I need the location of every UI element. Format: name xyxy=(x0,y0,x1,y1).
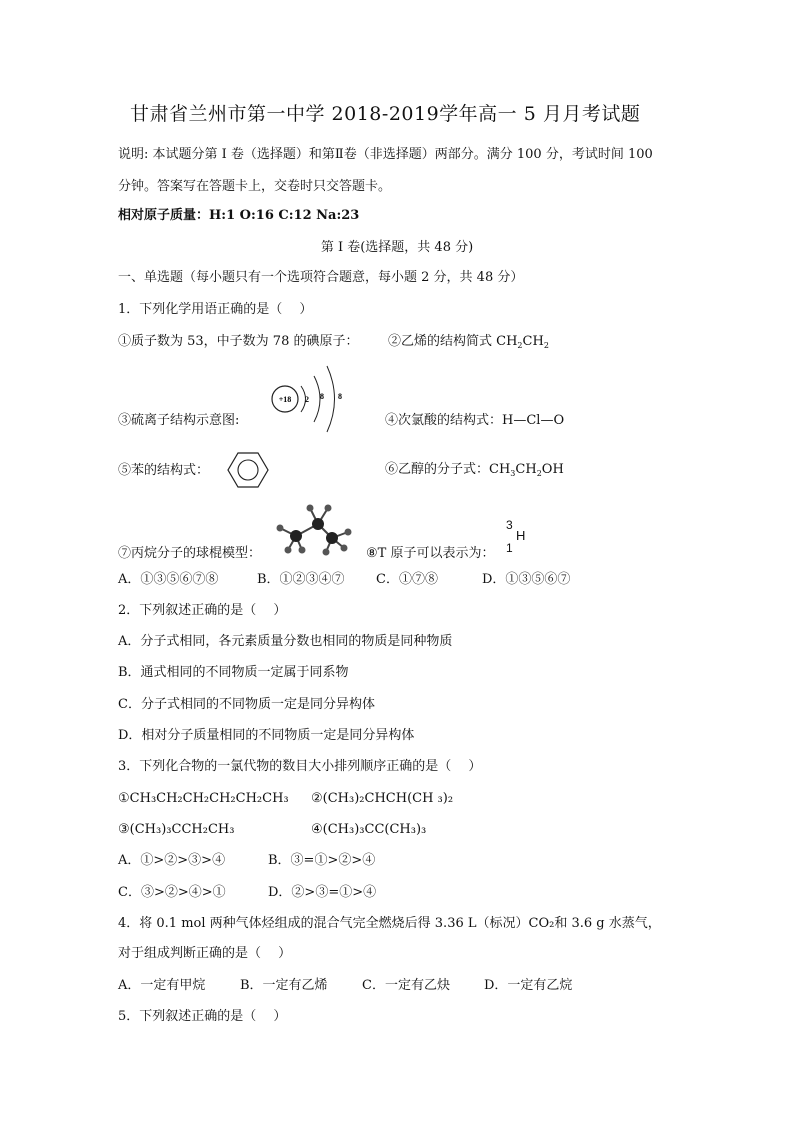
q5-stem: 5．下列叙述正确的是（ ） xyxy=(118,1009,287,1024)
q1-item-2: ②乙烯的结构简式 $CH_2CH_2$ xyxy=(388,334,549,350)
intro-line-2: 分钟。答案写在答题卡上，交卷时只交答题卡。 xyxy=(118,179,392,194)
shell-1-label: 2 xyxy=(305,395,309,404)
q3-option-c: C．③>②>④>① xyxy=(118,885,226,900)
q2-option-b: B．通式相同的不同物质一定属于同系物 xyxy=(118,665,349,680)
nucleus-label: +18 xyxy=(278,395,292,404)
intro-line-1: 说明: 本试题分第 I 卷（选择题）和第Ⅱ卷（非选择题）两部分。满分 100 分，考试时间 100 xyxy=(118,147,653,162)
q3-stem: 3．下列化合物的一氯代物的数目大小排列顺序正确的是（ ） xyxy=(118,759,482,774)
q1-item-7: ⑦丙烷分子的球棍模型： xyxy=(118,546,262,561)
q3-compound-4: ④(CH₃)₃CC(CH₃)₃ xyxy=(311,822,427,837)
q3-option-b: B．③=①>②>④ xyxy=(268,853,376,868)
atomic-masses: 相对原子质量：H:1 O:16 C:12 Na:23 xyxy=(118,208,360,223)
q3-option-a: A．①>②>③>④ xyxy=(118,853,226,868)
tritium-nuclide-symbol xyxy=(504,518,534,562)
sulfide-ion-diagram xyxy=(268,366,358,432)
q4-option-c: C．一定有乙炔 xyxy=(362,978,450,993)
q3-compound-2: ②(CH₃)₂CHCH(CH ₃)₂ xyxy=(311,791,454,806)
q4-stem-line-2: 对于组成判断正确的是（ ） xyxy=(118,946,292,961)
q4-option-a: A．一定有甲烷 xyxy=(118,978,206,993)
page-title: 甘肃省兰州市第一中学 2018-2019学年高一 5 月月考试题 xyxy=(130,103,641,125)
q1-item-3: ③硫离子结构示意图: xyxy=(118,413,240,428)
nuclide-symbol: H xyxy=(516,528,526,543)
q1-option-a: A．①③⑤⑥⑦⑧ xyxy=(118,572,219,587)
q1-item-1: ①质子数为 53，中子数为 78 的碘原子： xyxy=(118,334,359,349)
q2-stem: 2．下列叙述正确的是（ ） xyxy=(118,603,287,618)
q1-item-4: ④次氯酸的结构式：H—Cl—O xyxy=(385,413,565,428)
q2-option-c: C．分子式相同的不同物质一定是同分异构体 xyxy=(118,697,375,712)
q2-option-d: D．相对分子质量相同的不同物质一定是同分异构体 xyxy=(118,728,415,743)
shell-3-label: 8 xyxy=(338,392,342,401)
q1-option-c: C．①⑦⑧ xyxy=(376,572,438,587)
shell-2-label: 8 xyxy=(320,392,324,401)
q1-item-6: ⑥乙醇的分子式：$CH_3CH_2OH$ xyxy=(385,462,564,478)
propane-ball-stick-model xyxy=(274,500,360,556)
q3-option-d: D．②>③=①>④ xyxy=(268,885,377,900)
q1-item-5: ⑤苯的结构式： xyxy=(118,463,210,478)
q1-option-d: D．①③⑤⑥⑦ xyxy=(482,572,571,587)
q4-stem-line-1: 4．将 0.1 mol 两种气体烃组成的混合气完全燃烧后得 3.36 L（标况）CO₂和 3.6 g 水蒸气， xyxy=(118,916,661,931)
q2-option-a: A．分子式相同，各元素质量分数也相同的物质是同种物质 xyxy=(118,634,453,649)
q4-option-b: B．一定有乙烯 xyxy=(240,978,328,993)
q3-compound-1: ①CH₃CH₂CH₂CH₂CH₂CH₃ xyxy=(118,791,289,806)
q1-item-8: ⑧T 原子可以表示为： xyxy=(366,546,495,561)
q4-option-d: D．一定有乙烷 xyxy=(484,978,573,993)
q3-compound-3: ③(CH₃)₃CCH₂CH₃ xyxy=(118,822,235,837)
q1-stem: 1．下列化学用语正确的是（ ） xyxy=(118,302,313,317)
nuclide-atomic-number: 1 xyxy=(506,541,513,555)
part-header: 一、单选题（每小题只有一个选项符合题意，每小题 2 分，共 48 分） xyxy=(118,270,524,285)
section-header: 第 I 卷(选择题，共 48 分) xyxy=(320,240,474,255)
q1-option-b: B．①②③④⑦ xyxy=(257,572,345,587)
nuclide-mass-number: 3 xyxy=(506,518,513,532)
benzene-structure xyxy=(228,452,268,488)
